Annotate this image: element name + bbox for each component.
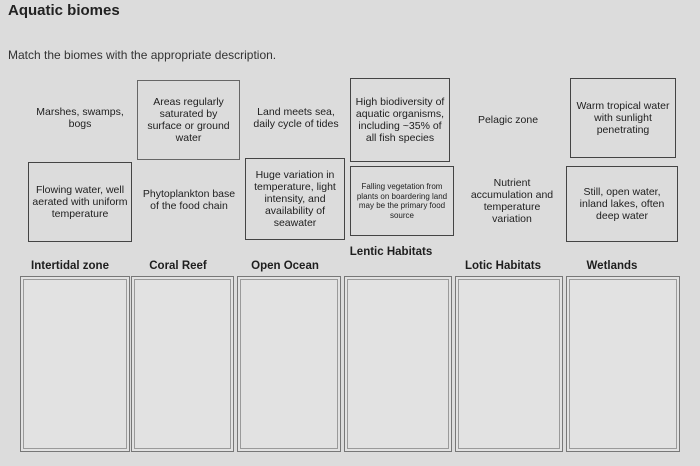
description-card[interactable]: Pelagic zone [477, 114, 539, 126]
description-card[interactable]: Huge variation in temperature, light intensity, and availability of seawater [245, 158, 345, 240]
description-card[interactable]: Areas regularly saturated by surface or ground water [137, 80, 240, 160]
category-header-coral-reef: Coral Reef [149, 260, 207, 272]
drop-zone-wetlands[interactable] [566, 276, 680, 452]
description-card[interactable]: Warm tropical water with sunlight penetrating [570, 78, 676, 158]
category-header-intertidal: Intertidal zone [31, 260, 109, 272]
description-card[interactable]: Flowing water, well aerated with uniform temperature [28, 162, 132, 242]
page-title: Aquatic biomes [8, 2, 120, 19]
drop-zone-intertidal[interactable] [20, 276, 130, 452]
description-card[interactable]: Land meets sea, daily cycle of tides [253, 106, 339, 130]
description-card[interactable]: Nutrient accumulation and temperature variation [470, 177, 554, 225]
category-header-lentic: Lentic Habitats [349, 246, 433, 258]
description-card[interactable]: Marshes, swamps, bogs [36, 106, 124, 130]
drop-zone-lotic[interactable] [455, 276, 563, 452]
description-card[interactable]: Phytoplankton base of the food chain [142, 188, 236, 212]
description-card[interactable]: High biodiversity of aquatic organisms, including ~35% of all fish species [350, 78, 450, 162]
description-card[interactable]: Still, open water, inland lakes, often deep water [566, 166, 678, 242]
category-header-lotic: Lotic Habitats [464, 260, 542, 272]
description-card[interactable]: Falling vegetation from plants on boardering land may be the primary food source [350, 166, 454, 236]
category-header-open-ocean: Open Ocean [251, 260, 319, 272]
drop-zone-open-ocean[interactable] [237, 276, 341, 452]
drop-zone-coral-reef[interactable] [131, 276, 234, 452]
category-header-wetlands: Wetlands [586, 260, 638, 272]
drop-zone-lentic[interactable] [344, 276, 452, 452]
instruction-text: Match the biomes with the appropriate description. [8, 48, 277, 62]
